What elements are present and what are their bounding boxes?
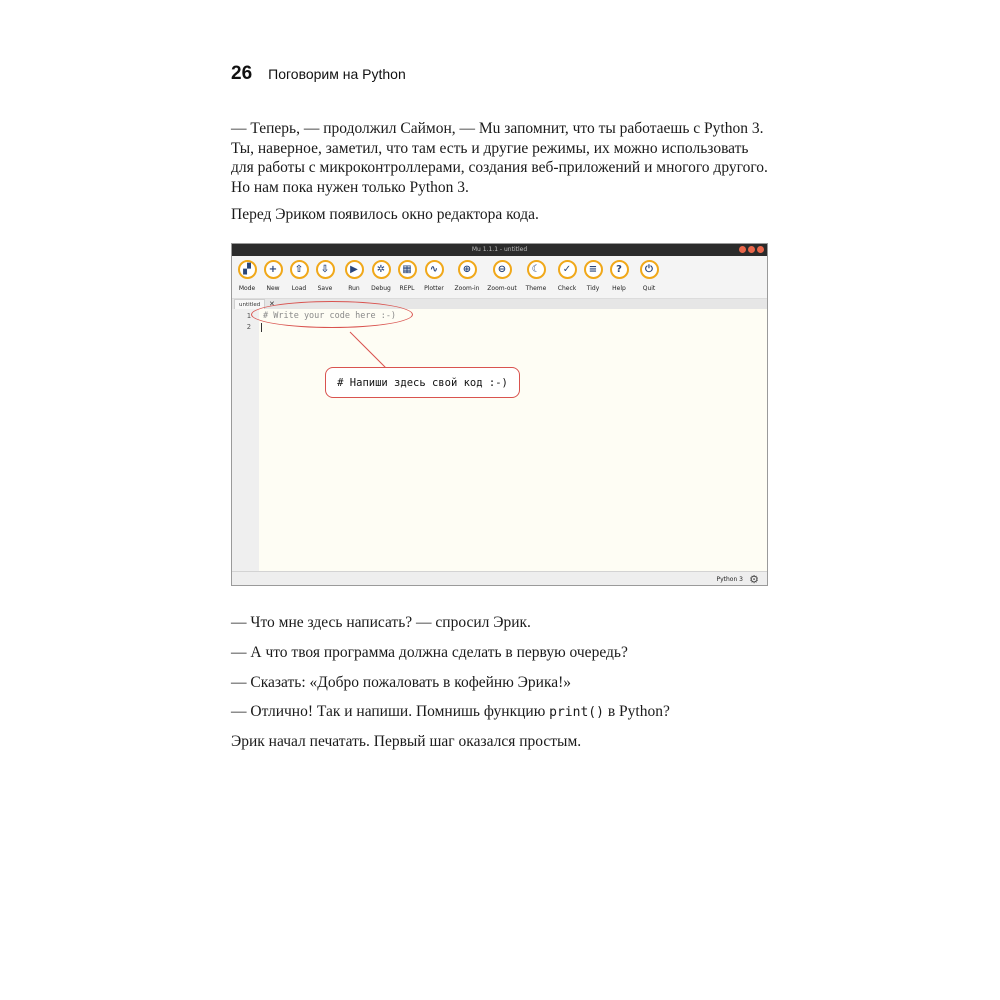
thumbs-up-icon: ✓ (562, 263, 572, 275)
dialog-line: — А что твоя программа должна сделать в первую очередь? (231, 644, 628, 661)
download-icon: ⇩ (320, 263, 330, 275)
upload-icon: ⇧ (294, 263, 304, 275)
zoom-in-icon: ⊕ (462, 263, 472, 275)
mode-icon: ▞ (243, 263, 251, 275)
new-label: New (266, 285, 280, 292)
paragraph-intro: — Теперь, — продолжил Саймон, — Mu запомнит, что ты работаешь с Python 3. Ты, наверное, заметил, что там есть и другие режимы, их можно использовать для работы с микроконтроллерами, создания веб-приложений и многого другого. Но нам пока нужен только Python 3. (231, 120, 768, 196)
help-icon: ? (616, 263, 622, 275)
power-icon: ⏻ (645, 263, 653, 275)
plotter-label: Plotter (424, 285, 444, 292)
inline-code: print() (549, 705, 604, 720)
play-icon: ▶ (350, 263, 358, 275)
pulse-icon: ∿ (429, 263, 439, 275)
line-number: 2 (246, 323, 251, 331)
window-title: Mu 1.1.1 - untitled (471, 246, 528, 253)
narration-line: Эрик начал печатать. Первый шаг оказался простым. (231, 733, 582, 750)
tidy-label: Tidy (586, 285, 600, 292)
mode-status[interactable]: Python 3 (716, 576, 743, 583)
dialog-line: — Что мне здесь написать? — спросил Эрик. (231, 614, 531, 631)
page-number: 26 (231, 63, 253, 84)
save-label: Save (317, 285, 333, 292)
callout-pointer (232, 244, 767, 585)
check-label: Check (557, 285, 577, 292)
zoom-out-label: Zoom-out (487, 285, 517, 292)
mu-editor-screenshot (231, 243, 768, 586)
line-number: 1 (246, 312, 251, 320)
moon-icon: ☾ (531, 263, 541, 275)
repl-label: REPL (399, 285, 415, 292)
running-title: Поговорим на Python (268, 66, 406, 82)
paragraph-editor-appeared: Перед Эриком появилось окно редактора кода. (231, 206, 539, 223)
load-label: Load (291, 285, 307, 292)
dialog-text: в Python? (603, 703, 670, 720)
plus-icon: + (268, 263, 278, 275)
dialog-line: — Сказать: «Добро пожаловать в кофейню Эрика!» (231, 674, 572, 691)
code-line: # Write your code here :-) (263, 311, 397, 321)
page-header (231, 63, 406, 87)
mode-label: Mode (238, 285, 256, 292)
keyboard-icon: ▦ (402, 263, 412, 275)
dialog-line (231, 702, 771, 723)
zoom-in-label: Zoom-in (454, 285, 480, 292)
callout-annotation: # Напиши здесь свой код :-) (325, 367, 520, 398)
debug-label: Debug (371, 285, 391, 292)
bug-icon: ✲ (376, 263, 386, 275)
tab-untitled[interactable]: untitled (234, 299, 265, 309)
list-icon: ≡ (588, 263, 598, 275)
gear-icon[interactable]: ⚙ (749, 573, 759, 586)
dialog-text: — Отлично! Так и напиши. Помнишь функцию (231, 703, 550, 720)
quit-label: Quit (642, 285, 656, 292)
status-bar (232, 571, 767, 586)
zoom-out-icon: ⊖ (497, 263, 507, 275)
close-tab-icon[interactable]: ✕ (269, 300, 275, 308)
run-label: Run (348, 285, 360, 292)
help-label: Help (612, 285, 626, 292)
theme-label: Theme (525, 285, 547, 292)
